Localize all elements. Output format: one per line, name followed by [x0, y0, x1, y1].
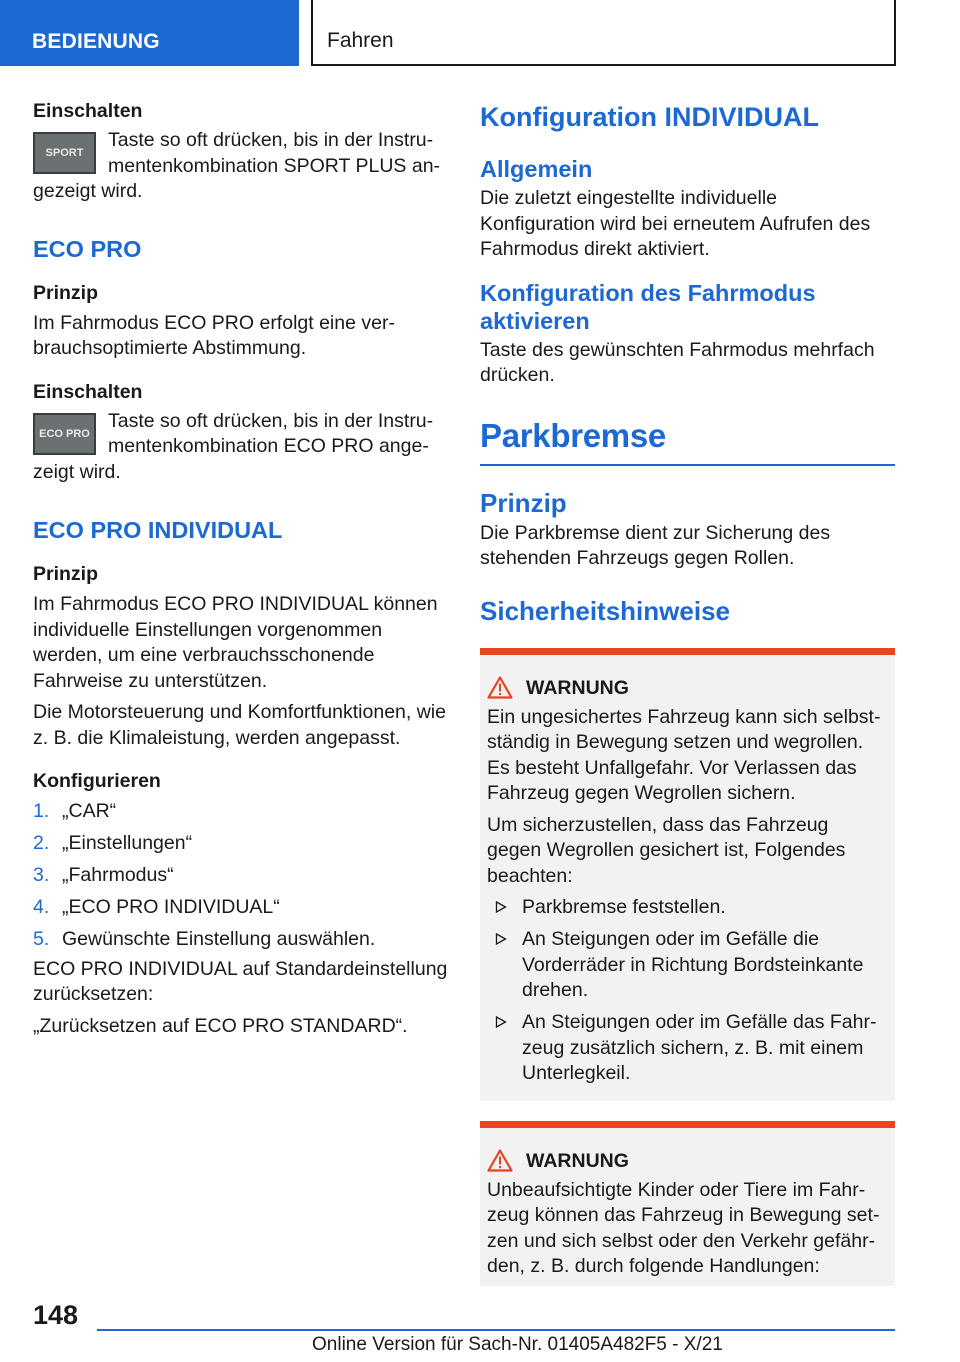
reset-action: „Zurücksetzen auf ECO PRO STANDARD“.	[33, 1014, 408, 1037]
warning-text: Unbeaufsichtigte Kinder oder Tiere im Fahrzeug können das Fahrzeug in Bewegung setzen und sich selbst oder den Verkehr gefährden, z. B. durch folgende Handlungen:	[487, 1178, 880, 1277]
sport-activate-text: Taste so oft drücken, bis in der Instrumentenkombination SPORT PLUS angezeigt wird.	[33, 129, 441, 202]
step-item: 2. „Einstellungen“	[33, 832, 193, 854]
parkbremse-title: Parkbremse	[480, 416, 666, 454]
eco-pro-individual-principle-text-2: Die Motorsteuerung und Komfortfunktionen, wie z. B. die Klimaleistung, werden angepasst.	[33, 701, 446, 749]
warning-title: WARNUNG	[487, 1148, 888, 1174]
list-item: An Steigungen oder im Gefälle die Vorderräder in Richtung Bordsteinkante drehen.	[487, 927, 888, 1004]
right-column	[480, 101, 895, 1286]
eco-pro-principle-text: Im Fahrmodus ECO PRO erfolgt eine verbrauchsoptimierte Abstimmung.	[33, 311, 395, 359]
triangle-bullet-icon	[495, 933, 507, 945]
triangle-bullet-icon	[495, 901, 507, 913]
step-item: 5. Gewünschte Einstellung auswählen.	[33, 928, 376, 950]
step-item: 4. „ECO PRO INDIVIDUAL“	[33, 896, 280, 918]
warning-triangle-icon	[487, 1149, 513, 1172]
parkbremse-divider	[480, 464, 895, 466]
warning-text-2: Um sicherzustellen, dass das Fahrzeug gegen Wegrollen gesichert ist, Folgendes beachten:	[487, 813, 846, 887]
eco-pro-activate-heading: Einschalten	[33, 380, 143, 403]
footer-version-text: Online Version für Sach-Nr. 01405A482F5 - X/21	[312, 1334, 723, 1355]
parkbremse-principle-heading: Prinzip	[480, 487, 567, 518]
eco-pro-activate-block	[33, 409, 448, 486]
chapter-tab	[311, 0, 896, 66]
sport-activate-block	[33, 128, 448, 205]
step-item: 1. „CAR“	[33, 800, 117, 822]
left-column	[33, 98, 448, 1039]
eco-pro-button-icon: ECO PRO	[33, 413, 96, 455]
configure-steps	[33, 799, 448, 953]
eco-pro-individual-principle-heading: Prinzip	[33, 563, 99, 585]
warning-box	[480, 648, 895, 1101]
warning-text: Ein ungesichertes Fahrzeug kann sich selbstständig in Bewegung setzen und wegrollen. Es besteht Unfallgefahr. Vor Verlassen das Fahrzeug gegen Wegrollen sichern.	[487, 705, 881, 804]
config-title: Konfiguration INDIVIDUAL	[480, 102, 819, 132]
sport-button-icon: SPORT	[33, 132, 96, 174]
config-activate-heading: Konfiguration des Fahrmodus aktivieren	[480, 279, 816, 334]
triangle-bullet-icon	[495, 1016, 507, 1028]
section-tab	[0, 0, 299, 66]
warning-triangle-icon	[487, 676, 513, 699]
warning-title: WARNUNG	[487, 675, 888, 701]
footer-divider	[97, 1329, 895, 1331]
eco-pro-individual-title: ECO PRO INDIVIDUAL	[33, 517, 283, 543]
eco-pro-individual-principle-text: Im Fahrmodus ECO PRO INDIVIDUAL können individuelle Einstellungen vorgenommen werden, um eine verbrauchsschonende Fahrweise zu unterstützen.	[33, 593, 438, 692]
eco-pro-title: ECO PRO	[33, 235, 142, 262]
sport-activate-heading: Einschalten	[33, 100, 143, 122]
warning-list	[487, 895, 888, 1087]
safety-heading: Sicherheitshinweise	[480, 595, 730, 626]
parkbremse-principle-text: Die Parkbremse dient zur Sicherung des stehenden Fahrzeugs gegen Rollen.	[480, 521, 831, 569]
general-heading: Allgemein	[480, 156, 593, 182]
section-label: BEDIENUNG	[32, 30, 160, 53]
config-activate-text: Taste des gewünschten Fahrmodus mehrfach drücken.	[480, 338, 875, 386]
page-number: 148	[33, 1300, 79, 1330]
list-item: Parkbremse feststellen.	[487, 895, 888, 921]
page-header	[0, 0, 960, 66]
warning-box-2	[480, 1121, 895, 1286]
chapter-label: Fahren	[327, 29, 394, 52]
eco-pro-principle-heading: Prinzip	[33, 281, 99, 304]
list-item: An Steigungen oder im Gefälle das Fahrzeug zusätzlich sichern, z. B. mit einem Unterlegkeil.	[487, 1010, 888, 1087]
eco-pro-activate-text: Taste so oft drücken, bis in der Instrumentenkombination ECO PRO angezeigt wird.	[33, 409, 434, 483]
reset-text: ECO PRO INDIVIDUAL auf Standardeinstellung zurücksetzen:	[33, 957, 448, 1005]
general-text: Die zuletzt eingestellte individuelle Konfiguration wird bei erneutem Aufrufen des Fahrmodus direkt aktiviert.	[480, 187, 871, 260]
configure-heading: Konfigurieren	[33, 770, 161, 792]
step-item: 3. „Fahrmodus“	[33, 864, 174, 886]
